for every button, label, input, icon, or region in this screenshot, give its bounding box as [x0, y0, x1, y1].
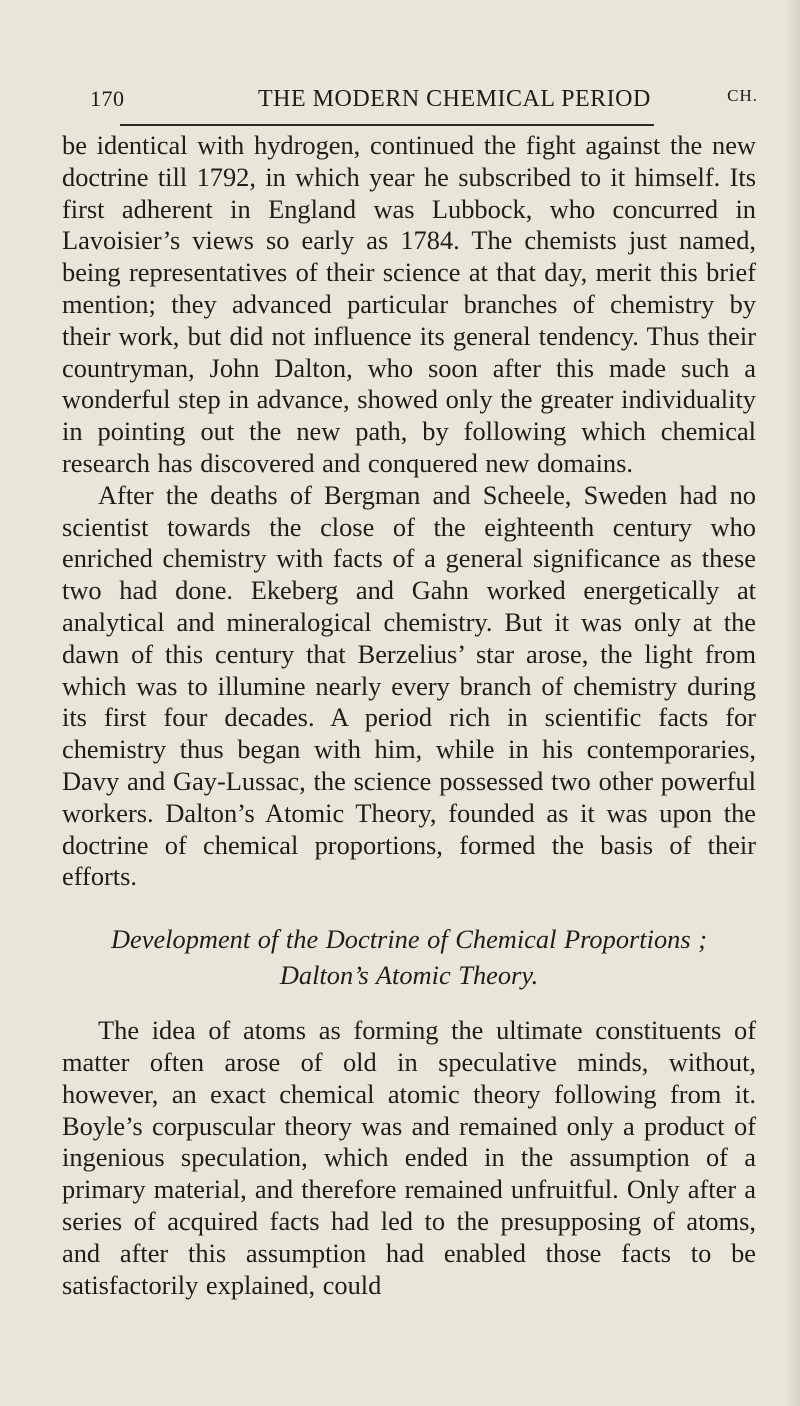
header-rule [120, 124, 654, 126]
chapter-abbreviation: CH. [727, 86, 758, 105]
page-edge-shadow [786, 0, 800, 1406]
section-heading [62, 921, 756, 993]
paragraph-continued: be identical with hydrogen, continued the fight against the new doctrine till 1792, in which year he subscribed to it himself. Its first adherent in England was Lubbock, who concurred in Lavoisier’s views so early as 1784. The chemists just named, being representatives of their science at that day, merit this brief mention; they advanced particular branches of chemistry by their work, but did not influence its general tendency. Thus their countryman, John Dalton, who soon after this made such a wonderful step in advance, showed only the greater individuality in pointing out the new path, by following which chemical research has discovered and conquered new domains. [62, 130, 756, 478]
body-text [62, 130, 756, 1301]
section-heading-line-2: Dalton’s Atomic Theory. [279, 960, 539, 991]
section-heading-line-1: Development of the Doctrine of Chemical Proportions ; [110, 924, 708, 955]
paragraph-sweden: After the deaths of Bergman and Scheele, Sweden had no scientist towards the close of the eighteenth century who enriched chemistry with facts of a general significance as these two had done. Ekeberg and Gahn worked energetically at analytical and mineralogical chemistry. But it was only at the dawn of this century that Berzelius’ star arose, the light from which was to illumine nearly every branch of chemistry during its first four decades. A period rich in scientific facts for chemistry thus began with him, while in his contemporaries, Davy and Gay-Lussac, the science possessed two other powerful workers. Dalton’s Atomic Theory, founded as it was upon the doctrine of chemical proportions, formed the basis of their efforts. [62, 479, 756, 892]
paragraph-atoms: The idea of atoms as forming the ultimate constituents of matter often arose of old in speculative minds, without, however, an exact chemical atomic theory following from it. Boyle’s corpuscular theory was and remained only a product of ingenious speculation, which ended in the assumption of a primary material, and therefore remained unfruitful. Only after a series of acquired facts had led to the presupposing of atoms, and after this assumption had enabled those facts to be satisfactorily explained, could [62, 1015, 756, 1300]
running-title: THE MODERN CHEMICAL PERIOD [258, 86, 651, 112]
page-number: 170 [90, 86, 125, 111]
running-head [62, 86, 758, 116]
